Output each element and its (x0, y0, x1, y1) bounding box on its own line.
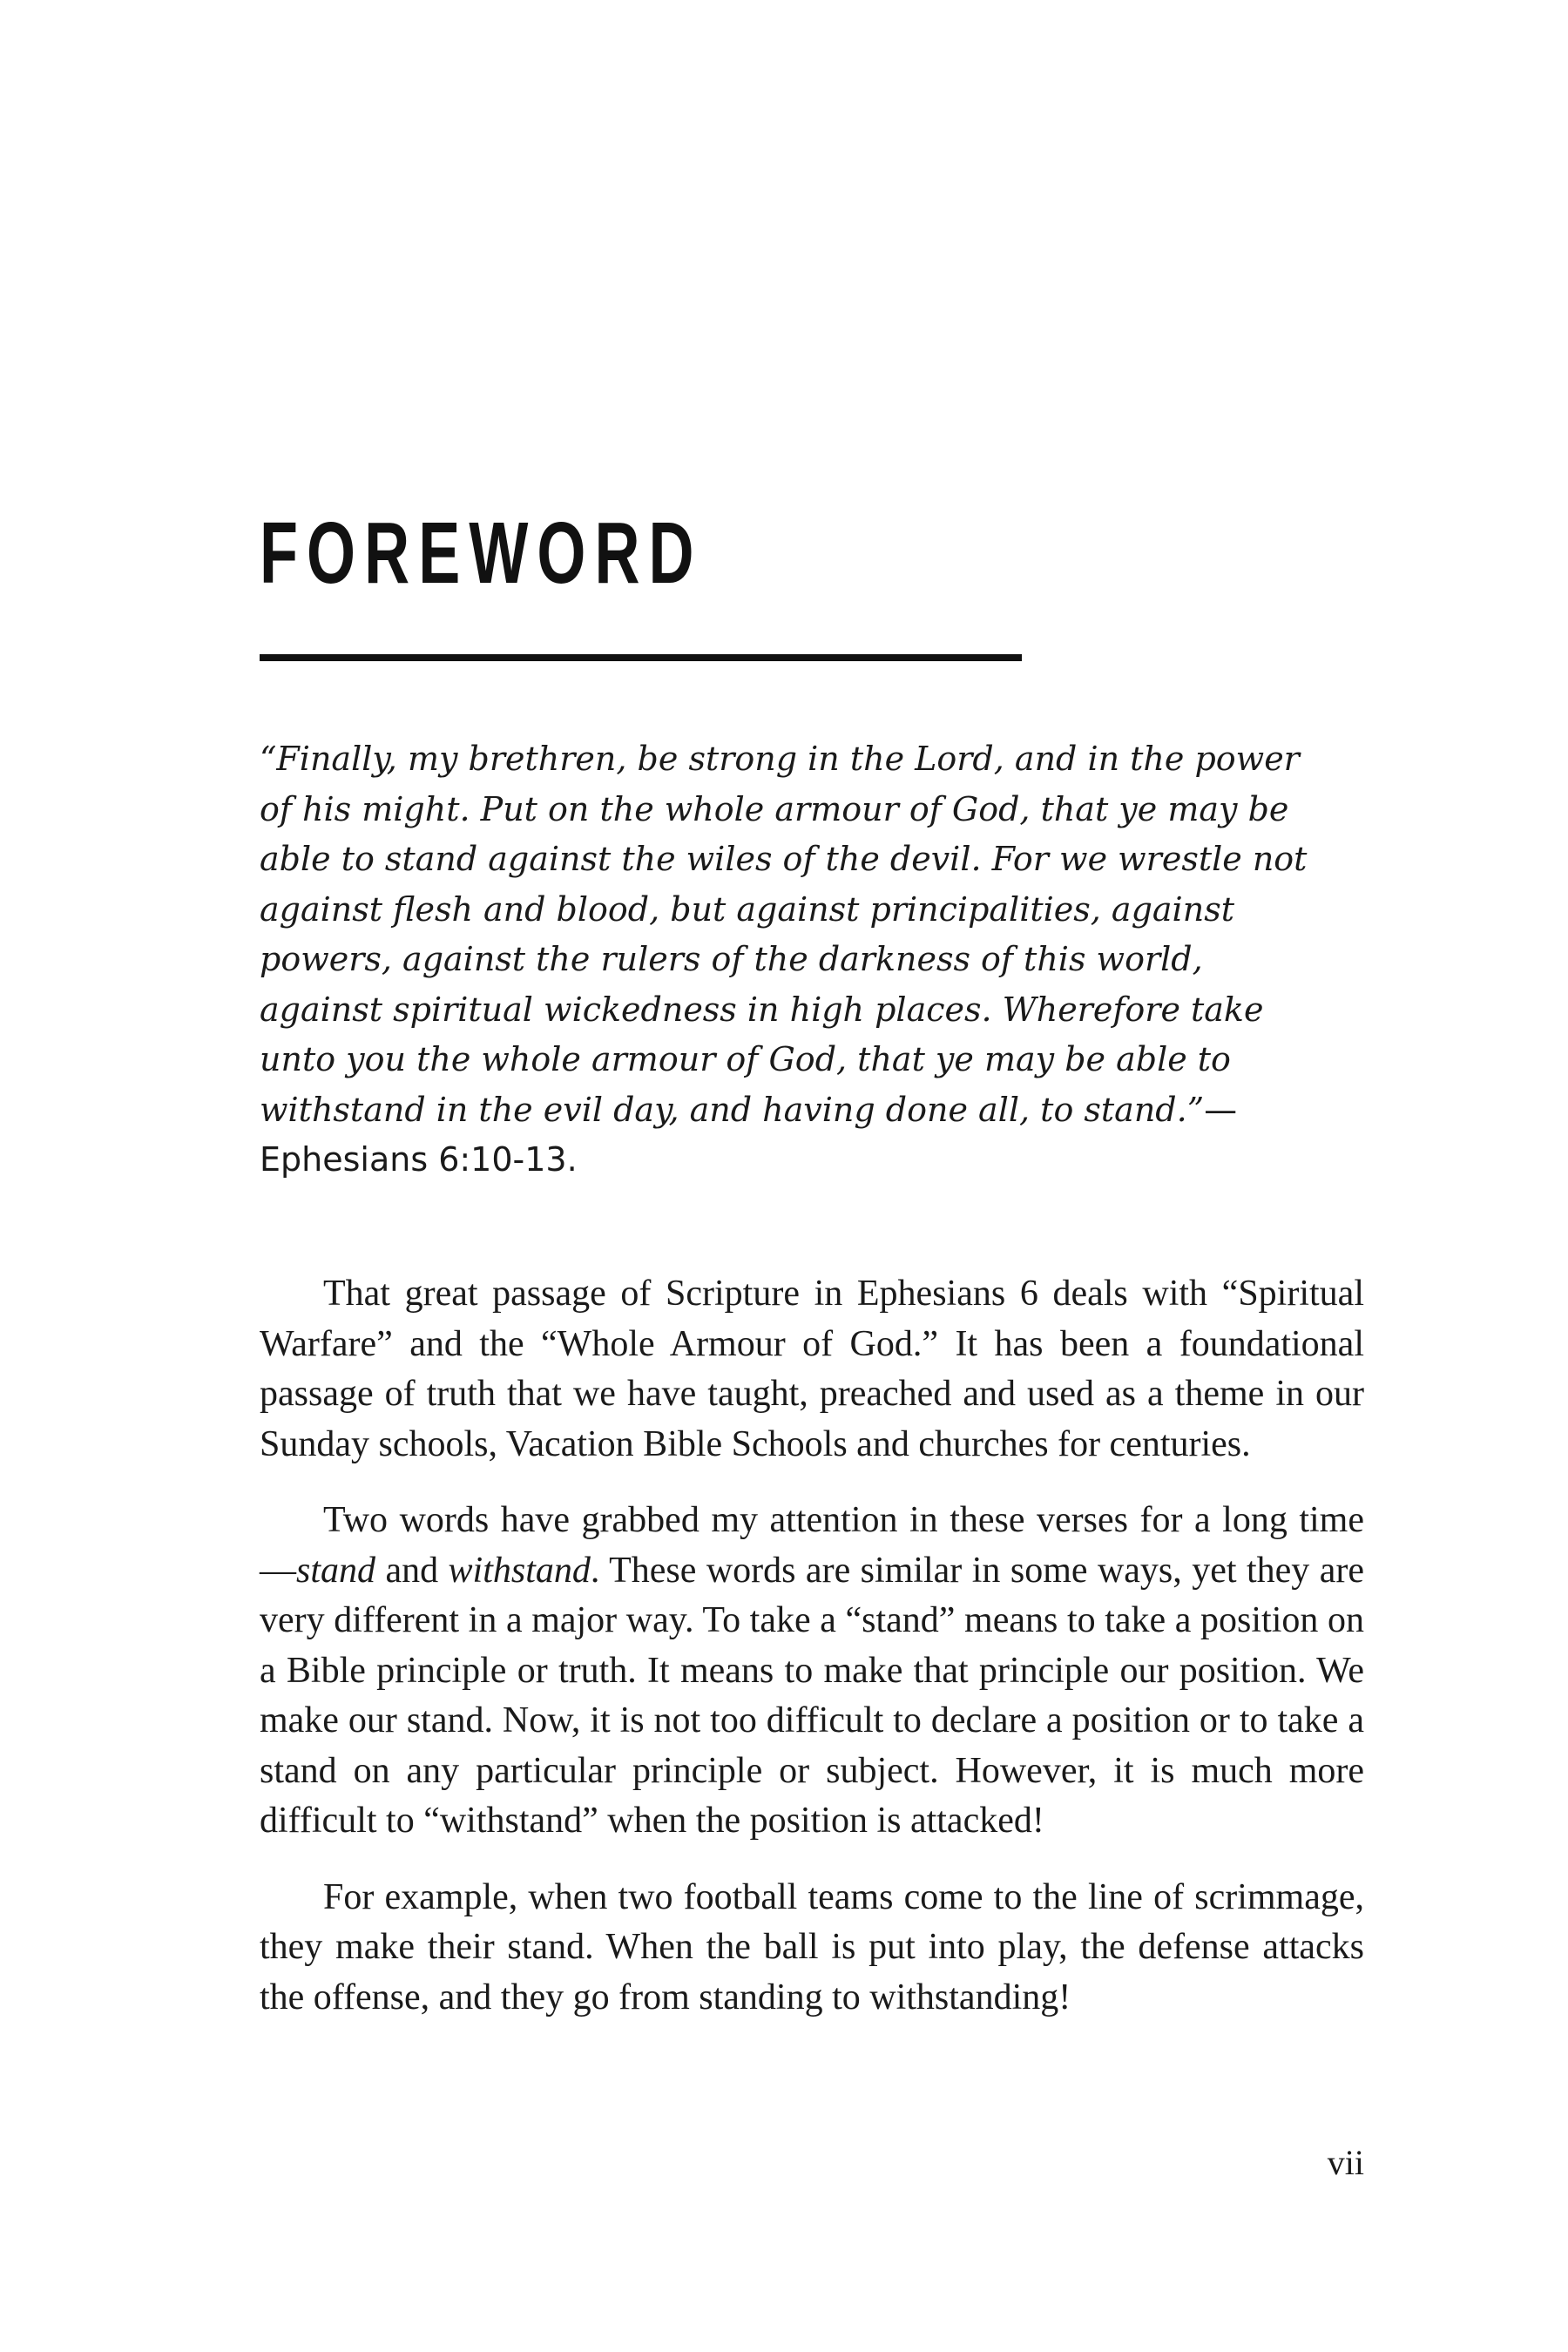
heading-rule (260, 654, 1022, 661)
epigraph-reference: —Ephesians 6:10-13. (260, 1090, 1238, 1179)
paragraph-2-and: and (375, 1550, 449, 1591)
epigraph (260, 734, 1322, 1186)
emphasis-stand: stand (296, 1550, 376, 1591)
emphasis-withstand: withstand (448, 1550, 591, 1591)
paragraph-2-before: Two words have grabbed my attention in these verses for a long time— (260, 1500, 1364, 1591)
page-number: vii (1327, 2143, 1364, 2182)
epigraph-quote: “Finally, my brethren, be strong in the Lord, and in the power of his might. Put on the whole armour of God, that ye may be able to stand against the wiles of the devil. For we wrestle not against flesh and blood, but against principalities, against powers, against the rulers of the darkness of this world, against spiritual wickedness in high places. Wherefore take unto you the whole armour of God, that ye may be able to withstand in the evil day, and having done all, to stand.” (260, 740, 1308, 1129)
paragraph-3: For example, when two football teams come to the line of scrimmage, they make their stand. When the ball is put into play, the defense attacks the offense, and they go from standing to withstanding! (260, 1876, 1364, 2017)
paragraph-2-after: . These words are similar in some ways, yet they are very different in a major way. To take a “stand” means to take a position on a Bible principle or truth. It means to make that principle our position. We make our stand. Now, it is not too difficult to declare a position or to take a stand on any particular principle or subject. However, it is much more difficult to “withstand” when the position is attacked! (260, 1550, 1364, 1841)
body-text (260, 1269, 1364, 2023)
paragraph-1: That great passage of Scripture in Ephesians 6 deals with “Spiritual Warfare” and the “Whole Armour of God.” It has been a foundational passage of truth that we have taught, preached and used as a theme in our Sunday schools, Vacation Bible Schools and churches for centuries. (260, 1274, 1364, 1464)
chapter-heading: FOREWORD (260, 504, 703, 602)
paragraph-2 (260, 1496, 1364, 1847)
